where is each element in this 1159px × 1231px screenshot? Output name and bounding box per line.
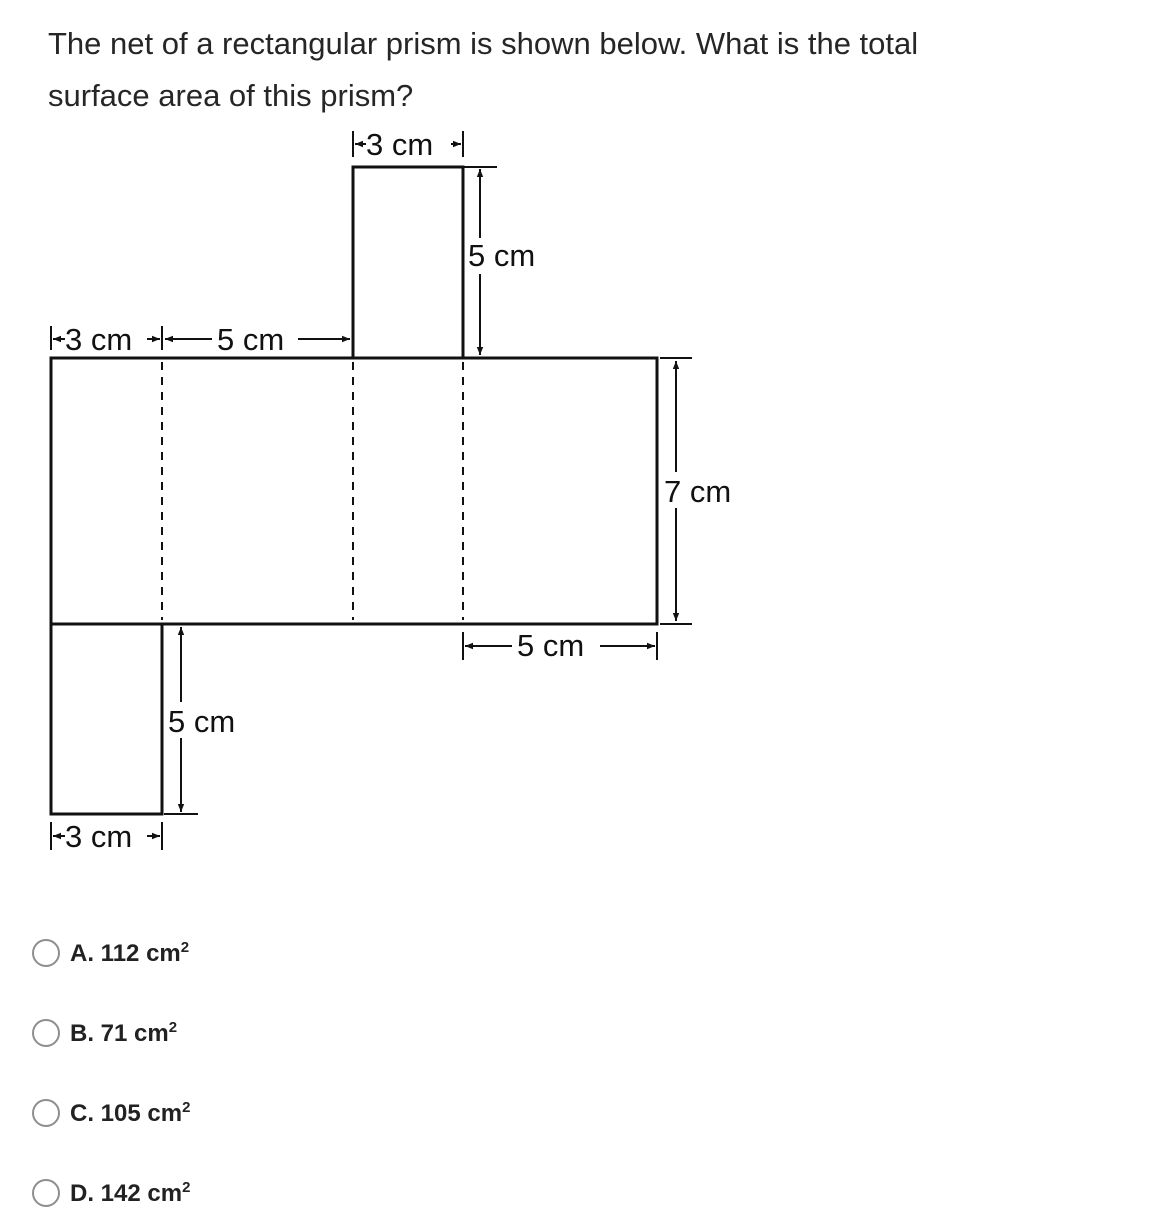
label-right-panel-width: 5 cm	[517, 628, 585, 663]
option-c-label: C. 105 $cm^2$	[70, 1098, 191, 1127]
option-d-label: D. 142 $cm^2$	[70, 1178, 191, 1207]
option-b[interactable]	[32, 1015, 177, 1051]
label-top-flap-height: 5 cm	[468, 238, 536, 273]
label-bottom-flap-width: 3 cm	[65, 819, 133, 854]
label-top-flap-width: 3 cm	[366, 127, 434, 162]
option-a-label: A. 112 $cm^2$	[70, 938, 190, 967]
option-b-label: B. 71 $cm^2$	[70, 1018, 178, 1047]
top-flap	[353, 167, 463, 358]
option-c[interactable]	[32, 1095, 190, 1131]
label-front-panel-width: 5 cm	[217, 322, 285, 357]
bottom-flap	[51, 624, 162, 814]
question-line-1: The net of a rectangular prism is shown below. What is the total	[48, 26, 919, 61]
label-left-panel-width: 3 cm	[65, 322, 133, 357]
option-a[interactable]	[32, 935, 189, 971]
radio-button[interactable]	[32, 1179, 60, 1207]
question-line-2: surface area of this prism?	[48, 78, 414, 113]
radio-button[interactable]	[32, 939, 60, 967]
label-panel-height: 7 cm	[664, 474, 732, 509]
radio-button[interactable]	[32, 1099, 60, 1127]
option-d[interactable]	[32, 1175, 190, 1211]
label-bottom-flap-height: 5 cm	[168, 704, 236, 739]
radio-button[interactable]	[32, 1019, 60, 1047]
